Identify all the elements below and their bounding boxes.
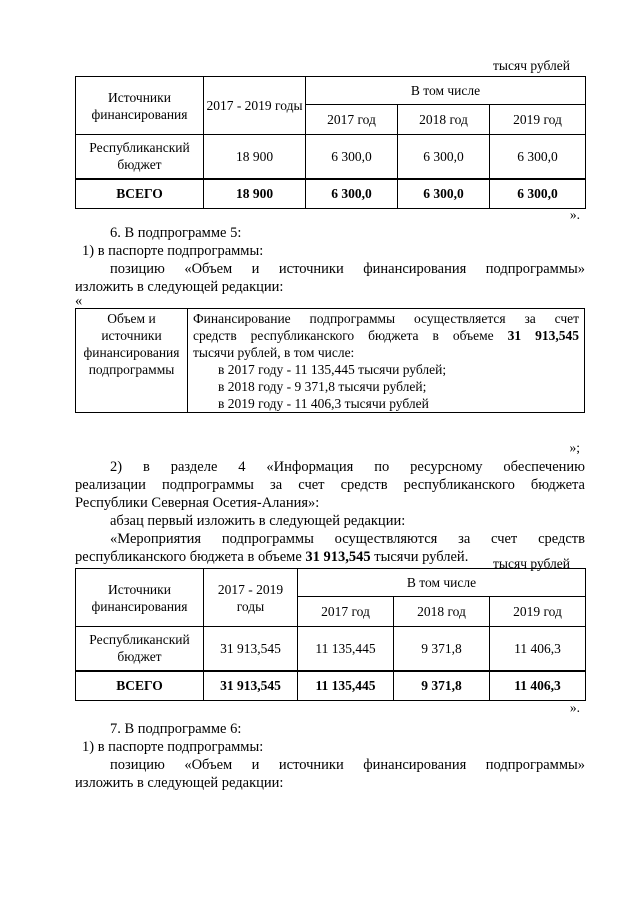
passport-line2-text: средств республиканского бюджета в объеме bbox=[193, 328, 508, 343]
passport-line6: в 2019 году - 11 406,3 тысячи рублей bbox=[218, 396, 429, 411]
table2-row2-v2: 9 371,8 bbox=[394, 671, 490, 701]
table1 bbox=[75, 76, 586, 209]
table2-row2-v3: 11 406,3 bbox=[490, 671, 586, 701]
table1-row1-label: Республиканский бюджет bbox=[76, 135, 204, 179]
table2-unit: тысяч рублей bbox=[493, 556, 570, 571]
table1-row2-v1: 6 300,0 bbox=[306, 179, 398, 209]
table1-unit: тысяч рублей bbox=[493, 58, 570, 73]
sub5-heading: 6. В подпрограмме 5: bbox=[110, 225, 242, 241]
table1-year-2018: 2018 год bbox=[398, 105, 490, 135]
table2-year-2017: 2017 год bbox=[298, 597, 394, 627]
table2-row2-label: ВСЕГО bbox=[76, 671, 204, 701]
table2-year-2019: 2019 год bbox=[490, 597, 586, 627]
sub5-item1: 1) в паспорте подпрограммы: bbox=[82, 243, 264, 259]
table-row bbox=[76, 135, 586, 179]
passport-label: Объем и источники финансирования подпрограммы bbox=[76, 309, 188, 413]
table2 bbox=[75, 568, 586, 701]
sub5-item2-line2: реализации подпрограммы за счет средств республиканского бюджета bbox=[75, 477, 585, 493]
sub5-open-quote: « bbox=[75, 293, 83, 309]
table2-row1-v2: 9 371,8 bbox=[394, 627, 490, 671]
table-row bbox=[76, 627, 586, 671]
table-row bbox=[76, 179, 586, 209]
passport-text bbox=[188, 309, 585, 413]
table1-row1-v2: 6 300,0 bbox=[398, 135, 490, 179]
table-row bbox=[76, 671, 586, 701]
sub5-mero-line2-text: республиканского бюджета в объеме bbox=[75, 549, 306, 565]
table2-row1-label: Республиканский бюджет bbox=[76, 627, 204, 671]
passport-close: »; bbox=[569, 440, 580, 455]
sub5-mero-line1: «Мероприятия подпрограммы осуществляются за счет средств bbox=[110, 531, 585, 547]
sub5-mero-line2-end: тысячи рублей. bbox=[370, 549, 469, 565]
table2-head-incl: В том числе bbox=[298, 569, 586, 597]
passport-line2 bbox=[193, 327, 579, 344]
sub5-item2-line3: Республики Северная Осетия-Алания»: bbox=[75, 495, 320, 511]
table1-row2-v2: 6 300,0 bbox=[398, 179, 490, 209]
table1-head-period: 2017 - 2019 годы bbox=[204, 77, 306, 135]
sub5-mero-amount: 31 913,545 bbox=[305, 549, 371, 565]
sub5-pos-line1: позицию «Объем и источники финансирования подпрограммы» bbox=[110, 261, 585, 277]
table1-close: ». bbox=[569, 207, 580, 222]
sub6-heading: 7. В подпрограмме 6: bbox=[110, 721, 242, 737]
table1-head-incl: В том числе bbox=[306, 77, 586, 105]
table1-row2-label: ВСЕГО bbox=[76, 179, 204, 209]
sub6-pos-line2: изложить в следующей редакции: bbox=[75, 775, 284, 791]
table2-close: ». bbox=[569, 700, 580, 715]
passport-line5: в 2018 году - 9 371,8 тысячи рублей; bbox=[218, 379, 427, 394]
passport-line4: в 2017 году - 11 135,445 тысячи рублей; bbox=[218, 362, 447, 377]
passport-line3: тысячи рублей, в том числе: bbox=[193, 345, 355, 360]
table2-head-period: 2017 - 2019 годы bbox=[204, 569, 298, 627]
table1-row2-v3: 6 300,0 bbox=[490, 179, 586, 209]
sub5-abzac: абзац первый изложить в следующей редакции: bbox=[110, 513, 406, 529]
table2-row1-v1: 11 135,445 bbox=[298, 627, 394, 671]
passport-amount: 31 913,545 bbox=[507, 328, 580, 343]
sub6-item1: 1) в паспорте подпрограммы: bbox=[82, 739, 264, 755]
table2-head-sources: Источники финансирования bbox=[76, 569, 204, 627]
table1-row2-total: 18 900 bbox=[204, 179, 306, 209]
table1-row1-v3: 6 300,0 bbox=[490, 135, 586, 179]
table1-year-2017: 2017 год bbox=[306, 105, 398, 135]
table1-head-sources: Источники финансирования bbox=[76, 77, 204, 135]
sub6-pos-line1: позицию «Объем и источники финансирования подпрограммы» bbox=[110, 757, 585, 773]
sub5-item2-line1: 2) в разделе 4 «Информация по ресурсному обеспечению bbox=[110, 459, 585, 475]
table2-row2-total: 31 913,545 bbox=[204, 671, 298, 701]
sub5-pos-line2: изложить в следующей редакции: bbox=[75, 279, 284, 295]
table2-row1-total: 31 913,545 bbox=[204, 627, 298, 671]
passport-line1: Финансирование подпрограммы осуществляется за счет bbox=[193, 311, 579, 326]
table1-row1-total: 18 900 bbox=[204, 135, 306, 179]
table2-year-2018: 2018 год bbox=[394, 597, 490, 627]
table1-row1-v1: 6 300,0 bbox=[306, 135, 398, 179]
passport-table bbox=[75, 308, 585, 413]
table2-row2-v1: 11 135,445 bbox=[298, 671, 394, 701]
table2-row1-v3: 11 406,3 bbox=[490, 627, 586, 671]
table1-year-2019: 2019 год bbox=[490, 105, 586, 135]
